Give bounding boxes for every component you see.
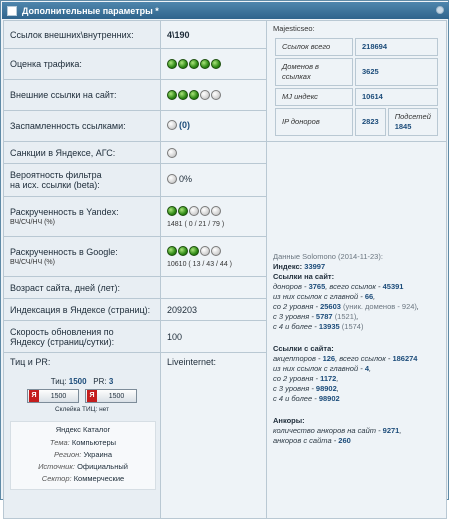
liveinternet-label: Liveinternet: bbox=[167, 357, 217, 367]
rating-filled-circle-icon bbox=[178, 90, 188, 100]
rating-filled-circle-icon bbox=[178, 59, 188, 69]
majestic-row: Доменов в ссылках 3625 bbox=[275, 58, 438, 86]
majestic-row: MJ индекс 10614 bbox=[275, 88, 438, 106]
rating-empty-circle-icon bbox=[200, 246, 210, 256]
rating-filled-circle-icon bbox=[167, 90, 177, 100]
rating-filled-circle-icon bbox=[178, 206, 188, 216]
rating-empty-circle-icon bbox=[167, 148, 177, 158]
majestic-row: Ссылок всего 218694 bbox=[275, 38, 438, 56]
sanctions-rating bbox=[167, 148, 260, 158]
label-yandex: Раскрученность в Yandex: ВЧ/СЧ/НЧ (%) bbox=[4, 197, 161, 237]
catalog-theme: Тема: Компьютеры bbox=[49, 438, 117, 447]
google-rating bbox=[167, 246, 260, 256]
rating-filled-circle-icon bbox=[189, 59, 199, 69]
value-yandex: 1481 ( 0 / 21 / 79 ) bbox=[161, 197, 267, 237]
tic-banner[interactable]: Я 1500 bbox=[27, 389, 79, 403]
majestic-stats bbox=[273, 36, 440, 138]
label-filter: Вероятность фильтра на исх. ссылки (beta): bbox=[4, 164, 161, 197]
value-filter: 0% bbox=[161, 164, 267, 197]
rating-empty-circle-icon bbox=[167, 174, 177, 184]
value-google: 10610 ( 13 / 43 / 44 ) bbox=[161, 237, 267, 277]
rating-empty-circle-icon bbox=[167, 120, 177, 130]
rating-empty-circle-icon bbox=[211, 206, 221, 216]
tic-block bbox=[4, 353, 161, 519]
value-links: 4\190 bbox=[161, 21, 267, 49]
solomono-block bbox=[267, 142, 447, 519]
catalog-region: Регион: Украина bbox=[54, 450, 112, 459]
majestic-title: Majesticseo: bbox=[273, 24, 315, 33]
solomono-content: Данные Solomono (2014-11-23): Индекс: 33997 Ссылки на сайт: доноров - 3765, всего ссылок - 45391 из них ссылок с главной - 66, со 2 уровня - 25603 (уник. доменов - 924), с 3 уровня - 5787 (1521), с 4 и более - 13935 (1574) Ссылки с сайта: акцепторов - 126, всего ссылок - 186274 из них ссылок с главной - 4, со 2 уровня - 1172, с 3 уровня - 98902, с 4 и более - 98902 Анкоры: количество анкоров на сайт - 9271, анкоров с сайта - 260 bbox=[273, 252, 420, 445]
traffic-rating bbox=[167, 59, 260, 69]
rating-filled-circle-icon bbox=[200, 59, 210, 69]
spam-rating bbox=[167, 120, 177, 130]
tic-glue: Склейка ТИЦ: нет bbox=[54, 406, 110, 413]
value-ext-links bbox=[161, 80, 267, 111]
params-table bbox=[3, 20, 447, 519]
label-google: Раскрученность в Google: ВЧ/СЧ/НЧ (%) bbox=[4, 237, 161, 277]
header-icon bbox=[7, 6, 17, 16]
catalog-source: Источник: Официальный bbox=[38, 462, 128, 471]
value-sanctions bbox=[161, 142, 267, 164]
collapse-icon[interactable] bbox=[436, 6, 444, 14]
tic-pr-line: Тиц: 1500 PR: 3 bbox=[50, 377, 114, 386]
catalog-title: Яндекс Каталог bbox=[55, 425, 111, 434]
rating-filled-circle-icon bbox=[167, 206, 177, 216]
rating-filled-circle-icon bbox=[189, 246, 199, 256]
label-sanctions: Санкции в Яндексе, АГС: bbox=[4, 142, 161, 164]
tic-banner[interactable]: Я 1500 bbox=[85, 389, 137, 403]
yandex-catalog bbox=[10, 421, 156, 490]
rating-filled-circle-icon bbox=[167, 59, 177, 69]
panel-header bbox=[2, 2, 449, 19]
value-traffic bbox=[161, 49, 267, 80]
rating-empty-circle-icon bbox=[211, 246, 221, 256]
majestic-row: IP доноров 2823 Подсетей 1845 bbox=[275, 108, 438, 136]
label-indexed: Индексация в Яндексе (страниц): bbox=[4, 299, 161, 321]
rating-filled-circle-icon bbox=[189, 90, 199, 100]
rating-empty-circle-icon bbox=[200, 90, 210, 100]
rating-empty-circle-icon bbox=[189, 206, 199, 216]
value-spam: (0) bbox=[161, 111, 267, 142]
yandex-logo-icon: Я bbox=[87, 390, 97, 402]
filter-rating bbox=[167, 174, 177, 184]
label-speed: Скорость обновления по Яндексу (страниц/сутки): bbox=[4, 321, 161, 353]
rating-filled-circle-icon bbox=[167, 246, 177, 256]
value-age bbox=[161, 277, 267, 299]
label-age: Возраст сайта, дней (лет): bbox=[4, 277, 161, 299]
tic-banners bbox=[10, 389, 154, 403]
label-tic: Тиц и PR: bbox=[10, 357, 51, 367]
yandex-rating bbox=[167, 206, 260, 216]
label-spam: Заспамленность ссылками: bbox=[4, 111, 161, 142]
rating-empty-circle-icon bbox=[211, 90, 221, 100]
value-speed: 100 bbox=[161, 321, 267, 353]
liveinternet-cell bbox=[161, 353, 267, 519]
label-ext-links: Внешние ссылки на сайт: bbox=[4, 80, 161, 111]
rating-filled-circle-icon bbox=[178, 246, 188, 256]
ext-links-rating bbox=[167, 90, 260, 100]
label-traffic: Оценка трафика: bbox=[4, 49, 161, 80]
label-links: Ссылок внешних\внутренних: bbox=[4, 21, 161, 49]
rating-empty-circle-icon bbox=[200, 206, 210, 216]
rating-filled-circle-icon bbox=[211, 59, 221, 69]
yandex-logo-icon: Я bbox=[29, 390, 39, 402]
value-indexed: 209203 bbox=[161, 299, 267, 321]
catalog-sector: Сектор: Коммерческие bbox=[41, 474, 125, 483]
majestic-block bbox=[267, 21, 447, 142]
panel-title: Дополнительные параметры * bbox=[22, 5, 159, 16]
